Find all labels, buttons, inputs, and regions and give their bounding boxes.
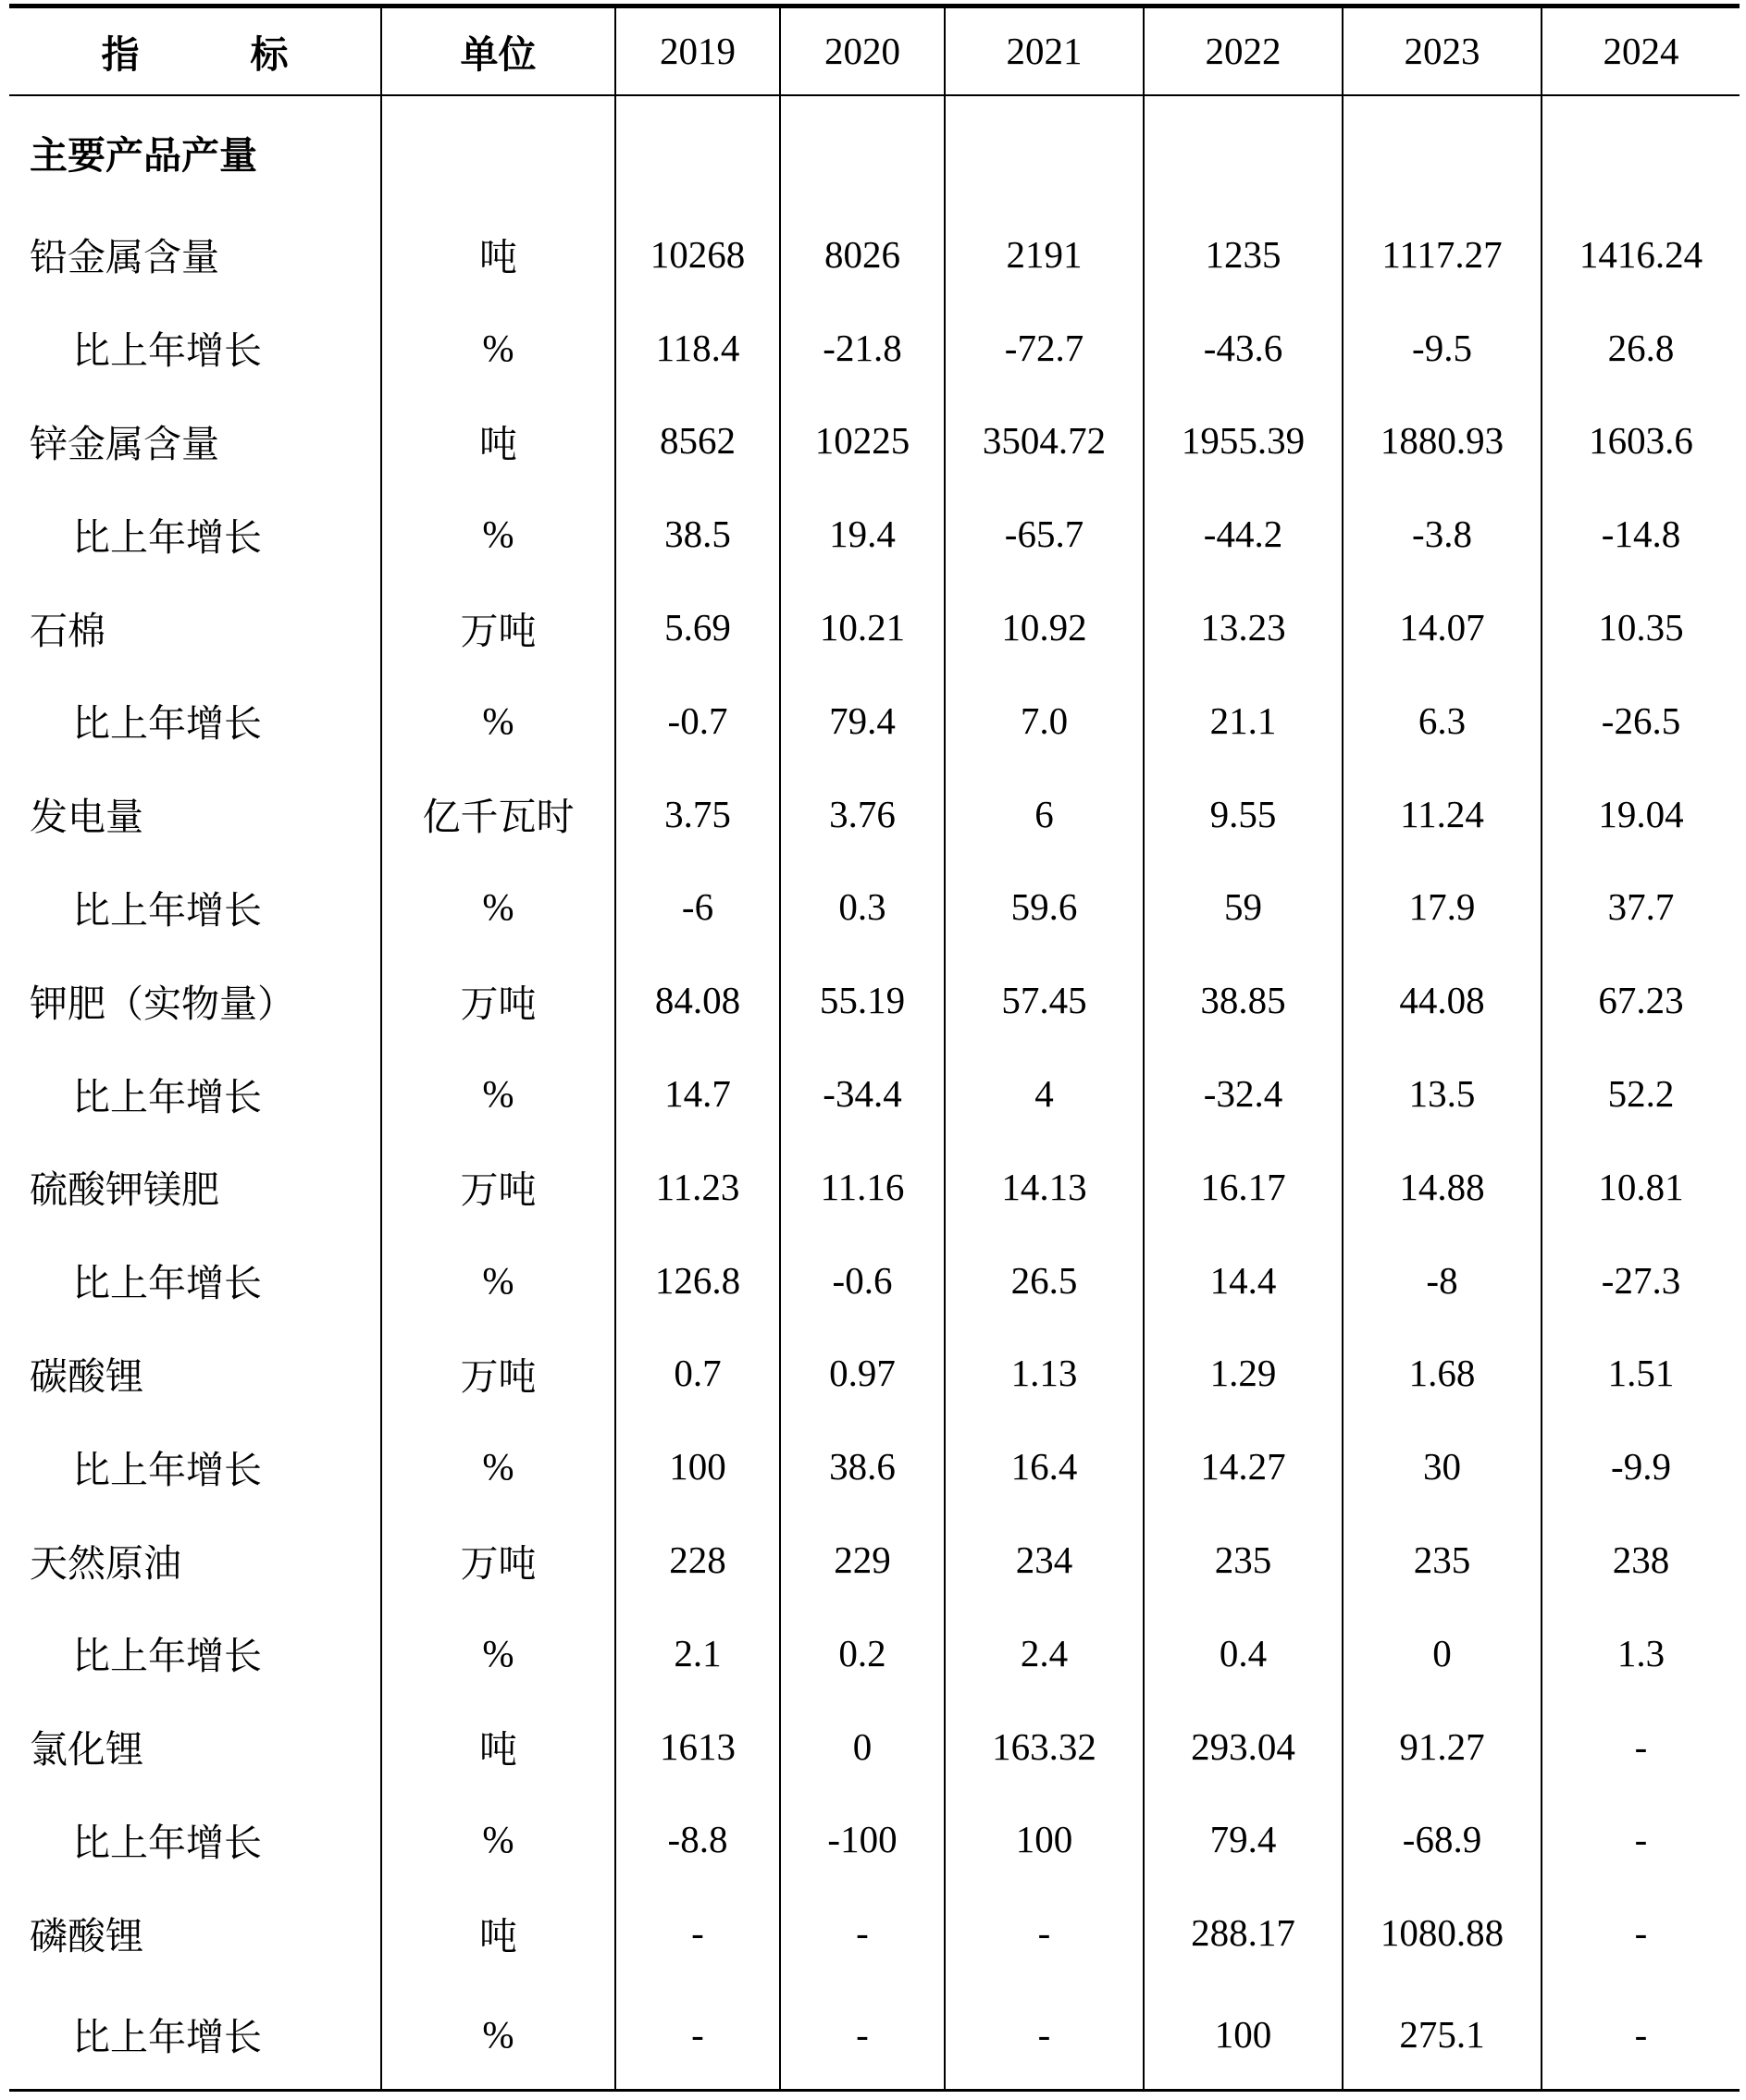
value-cell: 1.51 — [1542, 1327, 1740, 1420]
value-cell: - — [615, 1886, 780, 1980]
value-cell: 44.08 — [1343, 954, 1542, 1047]
value-cell: 10.92 — [945, 581, 1144, 674]
value-cell: - — [1542, 1699, 1740, 1793]
value-cell: 229 — [780, 1513, 945, 1607]
value-cell: 1955.39 — [1144, 394, 1343, 488]
value-cell: 100 — [945, 1793, 1144, 1886]
unit-cell: % — [381, 1606, 615, 1699]
value-cell: -43.6 — [1144, 301, 1343, 394]
growth-label: 比上年增长 — [72, 329, 262, 373]
product-name: 天然原油 — [30, 1541, 181, 1585]
unit-cell: 万吨 — [381, 954, 615, 1047]
table-row — [9, 767, 1740, 860]
product-name: 氯化锂 — [30, 1728, 143, 1772]
value-cell: 0.97 — [780, 1327, 945, 1420]
header-row — [9, 6, 1740, 95]
value-cell: 19.4 — [780, 488, 945, 581]
empty-cell — [615, 95, 780, 208]
value-cell: 6.3 — [1343, 673, 1542, 767]
table-row — [9, 1606, 1740, 1699]
header-year: 2023 — [1343, 6, 1542, 95]
value-cell: 235 — [1343, 1513, 1542, 1607]
value-cell: 1.68 — [1343, 1327, 1542, 1420]
value-cell: 6 — [945, 767, 1144, 860]
header-unit: 单位 — [381, 6, 615, 95]
empty-cell — [1542, 95, 1740, 208]
unit-cell: 吨 — [381, 208, 615, 302]
value-cell: -72.7 — [945, 301, 1144, 394]
growth-label: 比上年增长 — [72, 888, 262, 932]
value-cell: 55.19 — [780, 954, 945, 1047]
value-cell: 19.04 — [1542, 767, 1740, 860]
value-cell: 14.27 — [1144, 1420, 1343, 1513]
value-cell: 14.88 — [1343, 1140, 1542, 1233]
unit-cell: 万吨 — [381, 1140, 615, 1233]
table-row — [9, 488, 1740, 581]
header-year: 2020 — [780, 6, 945, 95]
value-cell: 37.7 — [1542, 860, 1740, 954]
section-title: 主要产品产量 — [30, 133, 257, 177]
value-cell: 16.17 — [1144, 1140, 1343, 1233]
table-row — [9, 1513, 1740, 1607]
value-cell: 13.23 — [1144, 581, 1343, 674]
empty-cell — [381, 95, 615, 208]
value-cell: 16.4 — [945, 1420, 1144, 1513]
value-cell: 275.1 — [1343, 1980, 1542, 2091]
value-cell: 0.4 — [1144, 1606, 1343, 1699]
value-cell: 1416.24 — [1542, 208, 1740, 302]
growth-label: 比上年增长 — [72, 515, 262, 559]
value-cell: - — [1542, 1886, 1740, 1980]
table-row — [9, 673, 1740, 767]
value-cell: 14.4 — [1144, 1233, 1343, 1327]
product-name: 石棉 — [30, 609, 105, 652]
value-cell: 10.21 — [780, 581, 945, 674]
value-cell: 13.5 — [1343, 1047, 1542, 1141]
value-cell: -14.8 — [1542, 488, 1740, 581]
unit-cell: 吨 — [381, 1886, 615, 1980]
growth-label: 比上年增长 — [9, 1980, 381, 2091]
table-header — [9, 6, 1740, 95]
value-cell: 14.13 — [945, 1140, 1144, 1233]
table-row — [9, 1980, 1740, 2091]
unit-cell: 万吨 — [381, 1513, 615, 1607]
value-cell: 10225 — [780, 394, 945, 488]
header-year: 2024 — [1542, 6, 1740, 95]
value-cell: 2.4 — [945, 1606, 1144, 1699]
table-row — [9, 1047, 1740, 1141]
value-cell: 11.16 — [780, 1140, 945, 1233]
empty-cell — [945, 95, 1144, 208]
value-cell: -21.8 — [780, 301, 945, 394]
statistics-table — [9, 4, 1740, 2092]
product-name: 钾肥（实物量） — [30, 982, 295, 1025]
header-year: 2019 — [615, 6, 780, 95]
unit-cell: % — [381, 1233, 615, 1327]
value-cell: 10.35 — [1542, 581, 1740, 674]
table-row — [9, 1420, 1740, 1513]
value-cell: -26.5 — [1542, 673, 1740, 767]
value-cell: 4 — [945, 1047, 1144, 1141]
value-cell: 7.0 — [945, 673, 1144, 767]
value-cell: 26.8 — [1542, 301, 1740, 394]
value-cell: 38.6 — [780, 1420, 945, 1513]
table-row — [9, 1793, 1740, 1886]
header-year: 2022 — [1144, 6, 1343, 95]
table-row — [9, 1327, 1740, 1420]
value-cell: - — [945, 1980, 1144, 2091]
value-cell: - — [1542, 1980, 1740, 2091]
value-cell: 0.3 — [780, 860, 945, 954]
unit-cell: 万吨 — [381, 581, 615, 674]
value-cell: 8026 — [780, 208, 945, 302]
header-year: 2021 — [945, 6, 1144, 95]
value-cell: 2.1 — [615, 1606, 780, 1699]
product-name: 碳酸锂 — [30, 1354, 143, 1398]
value-cell: 84.08 — [615, 954, 780, 1047]
value-cell: 21.1 — [1144, 673, 1343, 767]
value-cell: 234 — [945, 1513, 1144, 1607]
value-cell: 38.85 — [1144, 954, 1343, 1047]
value-cell: -34.4 — [780, 1047, 945, 1141]
value-cell: -27.3 — [1542, 1233, 1740, 1327]
value-cell: -3.8 — [1343, 488, 1542, 581]
value-cell: -8 — [1343, 1233, 1542, 1327]
table-row — [9, 954, 1740, 1047]
unit-cell: % — [381, 1980, 615, 2091]
value-cell: 100 — [1144, 1980, 1343, 2091]
product-name: 锌金属含量 — [30, 422, 219, 465]
value-cell: 11.23 — [615, 1140, 780, 1233]
section-row — [9, 95, 1740, 208]
value-cell: 163.32 — [945, 1699, 1144, 1793]
header-indicator-char-2: 标 — [250, 32, 289, 76]
unit-cell: % — [381, 673, 615, 767]
value-cell: -32.4 — [1144, 1047, 1343, 1141]
value-cell: - — [945, 1886, 1144, 1980]
value-cell: 1613 — [615, 1699, 780, 1793]
product-name: 硫酸钾镁肥 — [30, 1168, 219, 1212]
header-indicator — [9, 6, 381, 95]
value-cell: 1880.93 — [1343, 394, 1542, 488]
value-cell: -9.9 — [1542, 1420, 1740, 1513]
value-cell: 52.2 — [1542, 1047, 1740, 1141]
value-cell: -44.2 — [1144, 488, 1343, 581]
value-cell: 5.69 — [615, 581, 780, 674]
value-cell: -68.9 — [1343, 1793, 1542, 1886]
table-body — [9, 95, 1740, 2091]
value-cell: - — [780, 1980, 945, 2091]
table-row — [9, 208, 1740, 302]
value-cell: 59.6 — [945, 860, 1144, 954]
value-cell: 17.9 — [1343, 860, 1542, 954]
value-cell: -65.7 — [945, 488, 1144, 581]
value-cell: 10.81 — [1542, 1140, 1740, 1233]
table-row — [9, 394, 1740, 488]
value-cell: 1603.6 — [1542, 394, 1740, 488]
value-cell: -0.7 — [615, 673, 780, 767]
table-row — [9, 581, 1740, 674]
value-cell: 3504.72 — [945, 394, 1144, 488]
value-cell: 14.07 — [1343, 581, 1542, 674]
product-name: 磷酸锂 — [30, 1914, 143, 1958]
value-cell: 79.4 — [780, 673, 945, 767]
growth-label: 比上年增长 — [72, 702, 262, 746]
table-row — [9, 1886, 1740, 1980]
value-cell: 79.4 — [1144, 1793, 1343, 1886]
value-cell: 0 — [780, 1699, 945, 1793]
value-cell: 126.8 — [615, 1233, 780, 1327]
value-cell: 59 — [1144, 860, 1343, 954]
value-cell: -0.6 — [780, 1233, 945, 1327]
value-cell: -6 — [615, 860, 780, 954]
product-name: 发电量 — [30, 796, 143, 839]
unit-cell: % — [381, 1793, 615, 1886]
value-cell: 238 — [1542, 1513, 1740, 1607]
table-row — [9, 1233, 1740, 1327]
value-cell: 1.13 — [945, 1327, 1144, 1420]
empty-cell — [1144, 95, 1343, 208]
unit-cell: % — [381, 1420, 615, 1513]
value-cell: 2191 — [945, 208, 1144, 302]
value-cell: - — [1542, 1793, 1740, 1886]
value-cell: 11.24 — [1343, 767, 1542, 860]
unit-cell: % — [381, 860, 615, 954]
value-cell: 1235 — [1144, 208, 1343, 302]
growth-label: 比上年增长 — [72, 1821, 262, 1864]
unit-cell: 亿千瓦时 — [381, 767, 615, 860]
value-cell: 91.27 — [1343, 1699, 1542, 1793]
value-cell: 67.23 — [1542, 954, 1740, 1047]
value-cell: 288.17 — [1144, 1886, 1343, 1980]
value-cell: 8562 — [615, 394, 780, 488]
value-cell: 3.76 — [780, 767, 945, 860]
empty-cell — [1343, 95, 1542, 208]
value-cell: 10268 — [615, 208, 780, 302]
value-cell: 57.45 — [945, 954, 1144, 1047]
value-cell: 100 — [615, 1420, 780, 1513]
value-cell: 0.7 — [615, 1327, 780, 1420]
value-cell: 1117.27 — [1343, 208, 1542, 302]
unit-cell: 吨 — [381, 394, 615, 488]
unit-cell: 万吨 — [381, 1327, 615, 1420]
value-cell: 1.29 — [1144, 1327, 1343, 1420]
table-row — [9, 301, 1740, 394]
empty-cell — [780, 95, 945, 208]
unit-cell: % — [381, 301, 615, 394]
value-cell: 293.04 — [1144, 1699, 1343, 1793]
growth-label: 比上年增长 — [72, 1075, 262, 1118]
product-name: 铅金属含量 — [30, 236, 219, 279]
value-cell: 118.4 — [615, 301, 780, 394]
header-indicator-char-1: 指 — [101, 32, 140, 76]
value-cell: - — [780, 1886, 945, 1980]
value-cell: 1080.88 — [1343, 1886, 1542, 1980]
table-row — [9, 1140, 1740, 1233]
value-cell: 9.55 — [1144, 767, 1343, 860]
value-cell: 1.3 — [1542, 1606, 1740, 1699]
unit-cell: % — [381, 488, 615, 581]
value-cell: -9.5 — [1343, 301, 1542, 394]
value-cell: 30 — [1343, 1420, 1542, 1513]
table-row — [9, 1699, 1740, 1793]
value-cell: 3.75 — [615, 767, 780, 860]
value-cell: 38.5 — [615, 488, 780, 581]
unit-cell: % — [381, 1047, 615, 1141]
value-cell: - — [615, 1980, 780, 2091]
value-cell: 0 — [1343, 1606, 1542, 1699]
value-cell: 26.5 — [945, 1233, 1144, 1327]
value-cell: 228 — [615, 1513, 780, 1607]
value-cell: -8.8 — [615, 1793, 780, 1886]
table-row — [9, 860, 1740, 954]
growth-label: 比上年增长 — [72, 1262, 262, 1305]
unit-cell: 吨 — [381, 1699, 615, 1793]
value-cell: 235 — [1144, 1513, 1343, 1607]
growth-label: 比上年增长 — [72, 1448, 262, 1491]
value-cell: 0.2 — [780, 1606, 945, 1699]
value-cell: 14.7 — [615, 1047, 780, 1141]
growth-label: 比上年增长 — [72, 1635, 262, 1678]
value-cell: -100 — [780, 1793, 945, 1886]
